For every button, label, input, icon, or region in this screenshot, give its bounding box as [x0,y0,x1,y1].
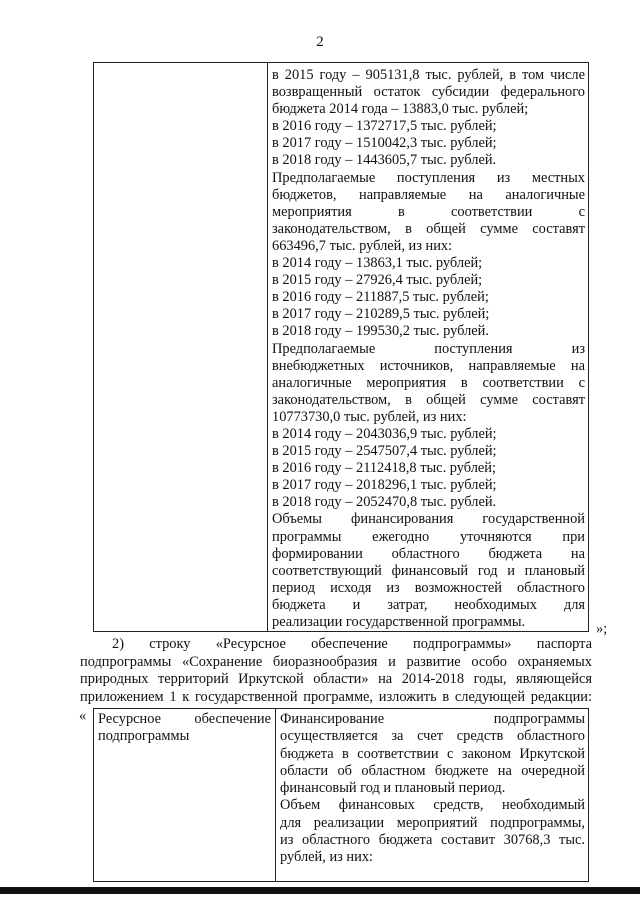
text-line: рублей, из них: [280,849,374,866]
text-line: в 2017 году – 2018296,1 тыс. рублей; [272,477,497,494]
text-line: для реализации мероприятий подпрограммы, [280,814,585,831]
text-line: в 2016 году – 2112418,8 тыс. рублей; [272,460,497,477]
text-line: Предполагаемые поступления из [272,340,585,357]
text-line: в 2015 году – 2547507,4 тыс. рублей; [272,443,497,460]
paragraph-line: приложением 1 к государственной программе, изложить в следующей редакции: [80,688,592,705]
text-line: области об областном бюджете на очередной [280,762,585,779]
text-line: в 2018 году – 1443605,7 тыс. рублей. [272,152,497,169]
table-row [94,709,589,882]
text-line: законодательством, в общей сумме составят [272,220,585,237]
resources-table-top [93,62,589,632]
text-line: аналогичные мероприятия в соответствии с [272,374,585,391]
text-line: из областного бюджета составит 30768,3 тыс. [280,832,585,849]
text-line: бюджета 2014 года – 13883,0 тыс. рублей; [272,101,529,118]
text-line: в 2016 году – 1372717,5 тыс. рублей; [272,118,497,135]
page-number: 2 [316,34,324,50]
opening-quote-mark: « [79,708,87,724]
text-line: законодательством, в общей сумме составят [272,391,585,408]
row-label-line: подпрограммы [98,728,190,745]
closing-quote-mark: »; [596,621,608,637]
text-line: внебюджетных источников, направляемые на [272,357,585,374]
text-line: осуществляется за счет средств областного [280,728,585,745]
scan-bottom-edge [0,887,640,894]
text-line: период исходя из возможностей областного [272,579,585,596]
text-line: в 2014 году – 2043036,9 тыс. рублей; [272,425,497,442]
text-line: реализации государственной программы. [272,614,526,630]
text-line: 663496,7 тыс. рублей, из них: [272,237,453,254]
text-line: в 2018 году – 2052470,8 тыс. рублей. [272,494,497,511]
text-line: финансовый год и плановый период. [280,780,506,797]
text-line: Объемы финансирования государственной [272,511,585,528]
table-cell-left-empty [94,63,268,632]
table-row [94,63,589,632]
row-label-line: Ресурсное обеспечение [98,711,271,727]
text-line: бюджета в соответствии с законом Иркутской [280,745,585,762]
text-line: мероприятия в соответствии с [272,203,585,220]
text-line: формировании областного бюджета на [272,545,585,562]
text-line: программы ежегодно уточняются при [272,528,585,545]
text-line: возвращенный остаток субсидии федерального [272,84,585,101]
text-line: в 2015 году – 27926,4 тыс. рублей; [272,272,483,289]
text-line: в 2014 году – 13863,1 тыс. рублей; [272,255,483,272]
text-line: в 2017 году – 1510042,3 тыс. рублей; [272,135,497,152]
text-line: Финансирование подпрограммы [280,711,585,727]
paragraph-line: подпрограммы «Сохранение биоразнообразия и развитие особо охраняемых [80,653,592,670]
text-line: соответствующий финансовый год и плановый [272,562,585,579]
text-line: в 2016 году – 211887,5 тыс. рублей; [272,289,489,306]
text-line: 10773730,0 тыс. рублей, из них: [272,408,467,425]
text-line: бюджета и затрат, необходимых для [272,596,585,613]
amendment-paragraph [80,636,592,706]
text-line: в 2018 году – 199530,2 тыс. рублей. [272,323,489,340]
paragraph-line: 2) строку «Ресурсное обеспечение подпрограммы» паспорта [112,636,592,652]
table-cell-right [268,63,589,632]
text-line: бюджетов, направляемые на аналогичные [272,186,585,203]
text-line: в 2017 году – 210289,5 тыс. рублей; [272,306,490,323]
table-cell-right [276,709,589,882]
text-line: Объем финансовых средств, необходимый [280,797,585,814]
paragraph-line: природных территорий Иркутской области» на 2014-2018 годы, являющейся [80,671,592,688]
resources-table-bottom [93,708,589,882]
table-cell-left [94,709,276,882]
text-line: Предполагаемые поступления из местных [272,169,585,186]
text-line: в 2015 году – 905131,8 тыс. рублей, в том числе [272,67,585,83]
